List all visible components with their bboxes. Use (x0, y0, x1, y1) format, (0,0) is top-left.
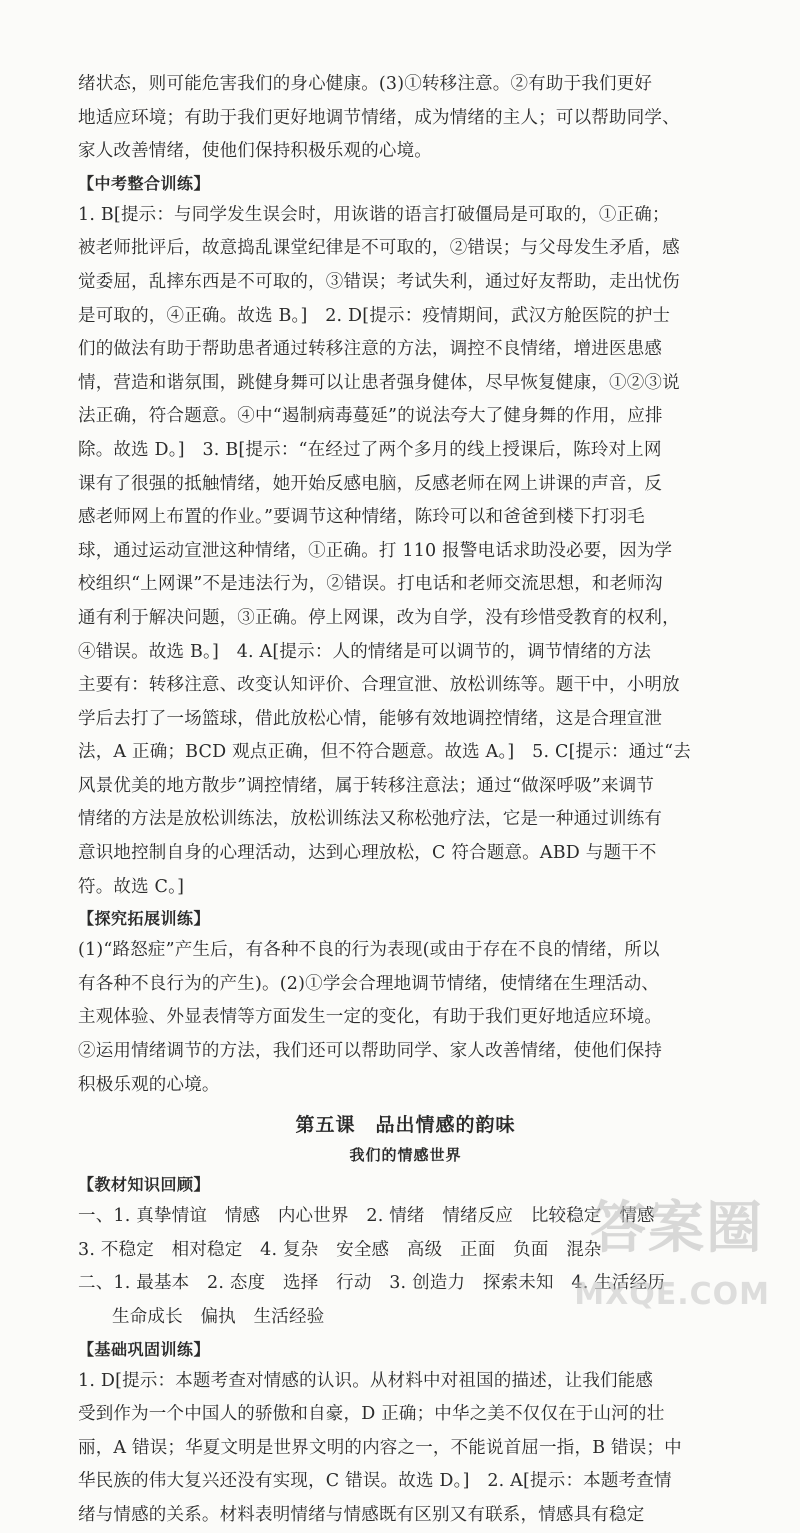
text-line: 华民族的伟大复兴还没有实现，C 错误。故选 D。] 2. A[提示：本题考查情 (78, 1471, 672, 1492)
text-line: 一、1. 真挚情谊 情感 内心世界 2. 情绪 情绪反应 比较稳定 情感 (78, 1206, 655, 1227)
text-line: 是可取的，④正确。故选 B。] 2. D[提示：疫情期间，武汉方舱医院的护士 (78, 305, 671, 326)
text-line: 通有利于解决问题，③正确。停上网课，改为自学，没有珍惜受教育的权利， (78, 607, 680, 628)
text-line: 除。故选 D。] 3. B[提示：“在经过了两个多月的线上授课后，陈玲对上网 (78, 439, 662, 460)
text-line: 地适应环境；有助于我们更好地调节情绪，成为情绪的主人；可以帮助同学、 (78, 107, 680, 128)
section-jichu-body (78, 1365, 733, 1533)
text-line: 意识地控制自身的心理活动，达到心理放松，C 符合题意。ABD 与题干不 (78, 843, 657, 864)
text-line: ②运用情绪调节的方法，我们还可以帮助同学、家人改善情绪，使他们保持 (78, 1041, 663, 1062)
text-line: 1. D[提示：本题考查对情感的认识。从材料中对祖国的描述，让我们能感 (78, 1370, 654, 1391)
text-line: 主要有：转移注意、改变认知评价、合理宣泄、放松训练等。题干中，小明放 (78, 675, 680, 696)
text-line: 被老师批评后，故意捣乱课堂纪律是不可取的，②错误；与父母发生矛盾，感 (78, 238, 680, 259)
text-line: 生命成长 偏执 生活经验 (112, 1307, 325, 1327)
text-line: 校组织“上网课”不是违法行为，②错误。打电话和老师交流思想，和老师沟 (78, 574, 663, 595)
text-line: 受到作为一个中国人的骄傲和自豪，D 正确；中华之美不仅仅在于山河的壮 (78, 1404, 665, 1425)
text-line: 学后去打了一场篮球，借此放松心情，能够有效地调控情绪，这是合理宣泄 (78, 708, 663, 729)
section-heading-zhongkao: 【中考整合训练】 (78, 173, 211, 193)
text-line: 课有了很强的抵触情绪，她开始反感电脑，反感老师在网上讲课的声音，反 (78, 473, 663, 494)
section-heading-jiaocai: 【教材知识回顾】 (78, 1175, 211, 1195)
text-line: 绪与情感的关系。材料表明情绪与情感既有区别又有联系，情感具有稳定 (78, 1504, 645, 1525)
text-line: ④错误。故选 B。] 4. A[提示：人的情绪是可以调节的，调节情绪的方法 (78, 641, 652, 662)
section-heading-tanjiu: 【探究拓展训练】 (78, 909, 211, 929)
text-line: 情绪的方法是放松训练法，放松训练法又称松弛疗法，它是一种通过训练有 (78, 809, 663, 830)
text-line: 绪状态，则可能危害我们的身心健康。(3)①转移注意。②有助于我们更好 (78, 74, 653, 94)
text-line: 积极乐观的心境。 (78, 1074, 220, 1095)
text-line: 风景优美的地方散步”调控情绪，属于转移注意法；通过“做深呼吸”来调节 (78, 775, 655, 796)
text-line: 球，通过运动宣泄这种情绪，①正确。打 110 报警电话求助没必要，因为学 (78, 540, 673, 561)
text-line: 有各种不良行为的产生)。(2)①学会合理地调节情绪，使情绪在生理活动、 (78, 973, 660, 994)
text-line: 情，营造和谐氛围，跳健身舞可以让患者强身健体，尽早恢复健康，①②③说 (78, 372, 680, 393)
text-line: 符。故选 C。] (78, 876, 185, 897)
watermark-logo: 答案圈 (590, 1196, 764, 1261)
lesson-subtitle: 我们的情感世界 (349, 1146, 462, 1165)
text-line: 们的做法有助于帮助患者通过转移注意的方法，调控不良情绪，增进医患感 (78, 339, 663, 360)
text-line: 二、1. 最基本 2. 态度 选择 行动 3. 创造力 探索未知 4. 生活经历 (78, 1273, 666, 1294)
text-line: 法，A 正确；BCD 观点正确，但不符合题意。故选 A。] 5. C[提示：通过“去 (78, 742, 691, 763)
text-line: 感老师网上布置的作业。”要调节这种情绪，陈玲可以和爸爸到楼下打羽毛 (78, 507, 645, 528)
text-line: 主观体验、外显表情等方面发生一定的变化，有助于我们更好地适应环境。 (78, 1007, 663, 1028)
text-line: 法正确，符合题意。④中“遏制病毒蔓延”的说法夸大了健身舞的作用，应排 (78, 406, 663, 427)
watermark (574, 1172, 774, 1322)
watermark-site: MXQE.COM (574, 1277, 770, 1312)
section-zhongkao-body (78, 199, 733, 904)
text-line: 觉委屈，乱摔东西是不可取的，③错误；考试失利，通过好友帮助，走出忧伤 (78, 271, 680, 292)
text-line: 丽，A 错误；华夏文明是世界文明的内容之一，不能说首屈一指，B 错误；中 (78, 1437, 682, 1458)
text-line: 家人改善情绪，使他们保持积极乐观的心境。 (78, 141, 432, 162)
section-heading-jichu: 【基础巩固训练】 (78, 1339, 211, 1359)
text-line: (1)“路怒症”产生后，有各种不良的行为表现(或由于存在不良的情绪，所以 (78, 940, 660, 961)
text-line: 1. B[提示：与同学发生误会时，用诙谐的语言打破僵局是可取的，①正确； (78, 204, 670, 225)
lesson-title: 第五课 品出情感的韵味 (295, 1114, 516, 1137)
text-line: 3. 不稳定 相对稳定 4. 复杂 安全感 高级 正面 负面 混杂 (78, 1239, 602, 1260)
section-tanjiu-body (78, 934, 733, 1102)
intro-paragraph (78, 68, 733, 169)
